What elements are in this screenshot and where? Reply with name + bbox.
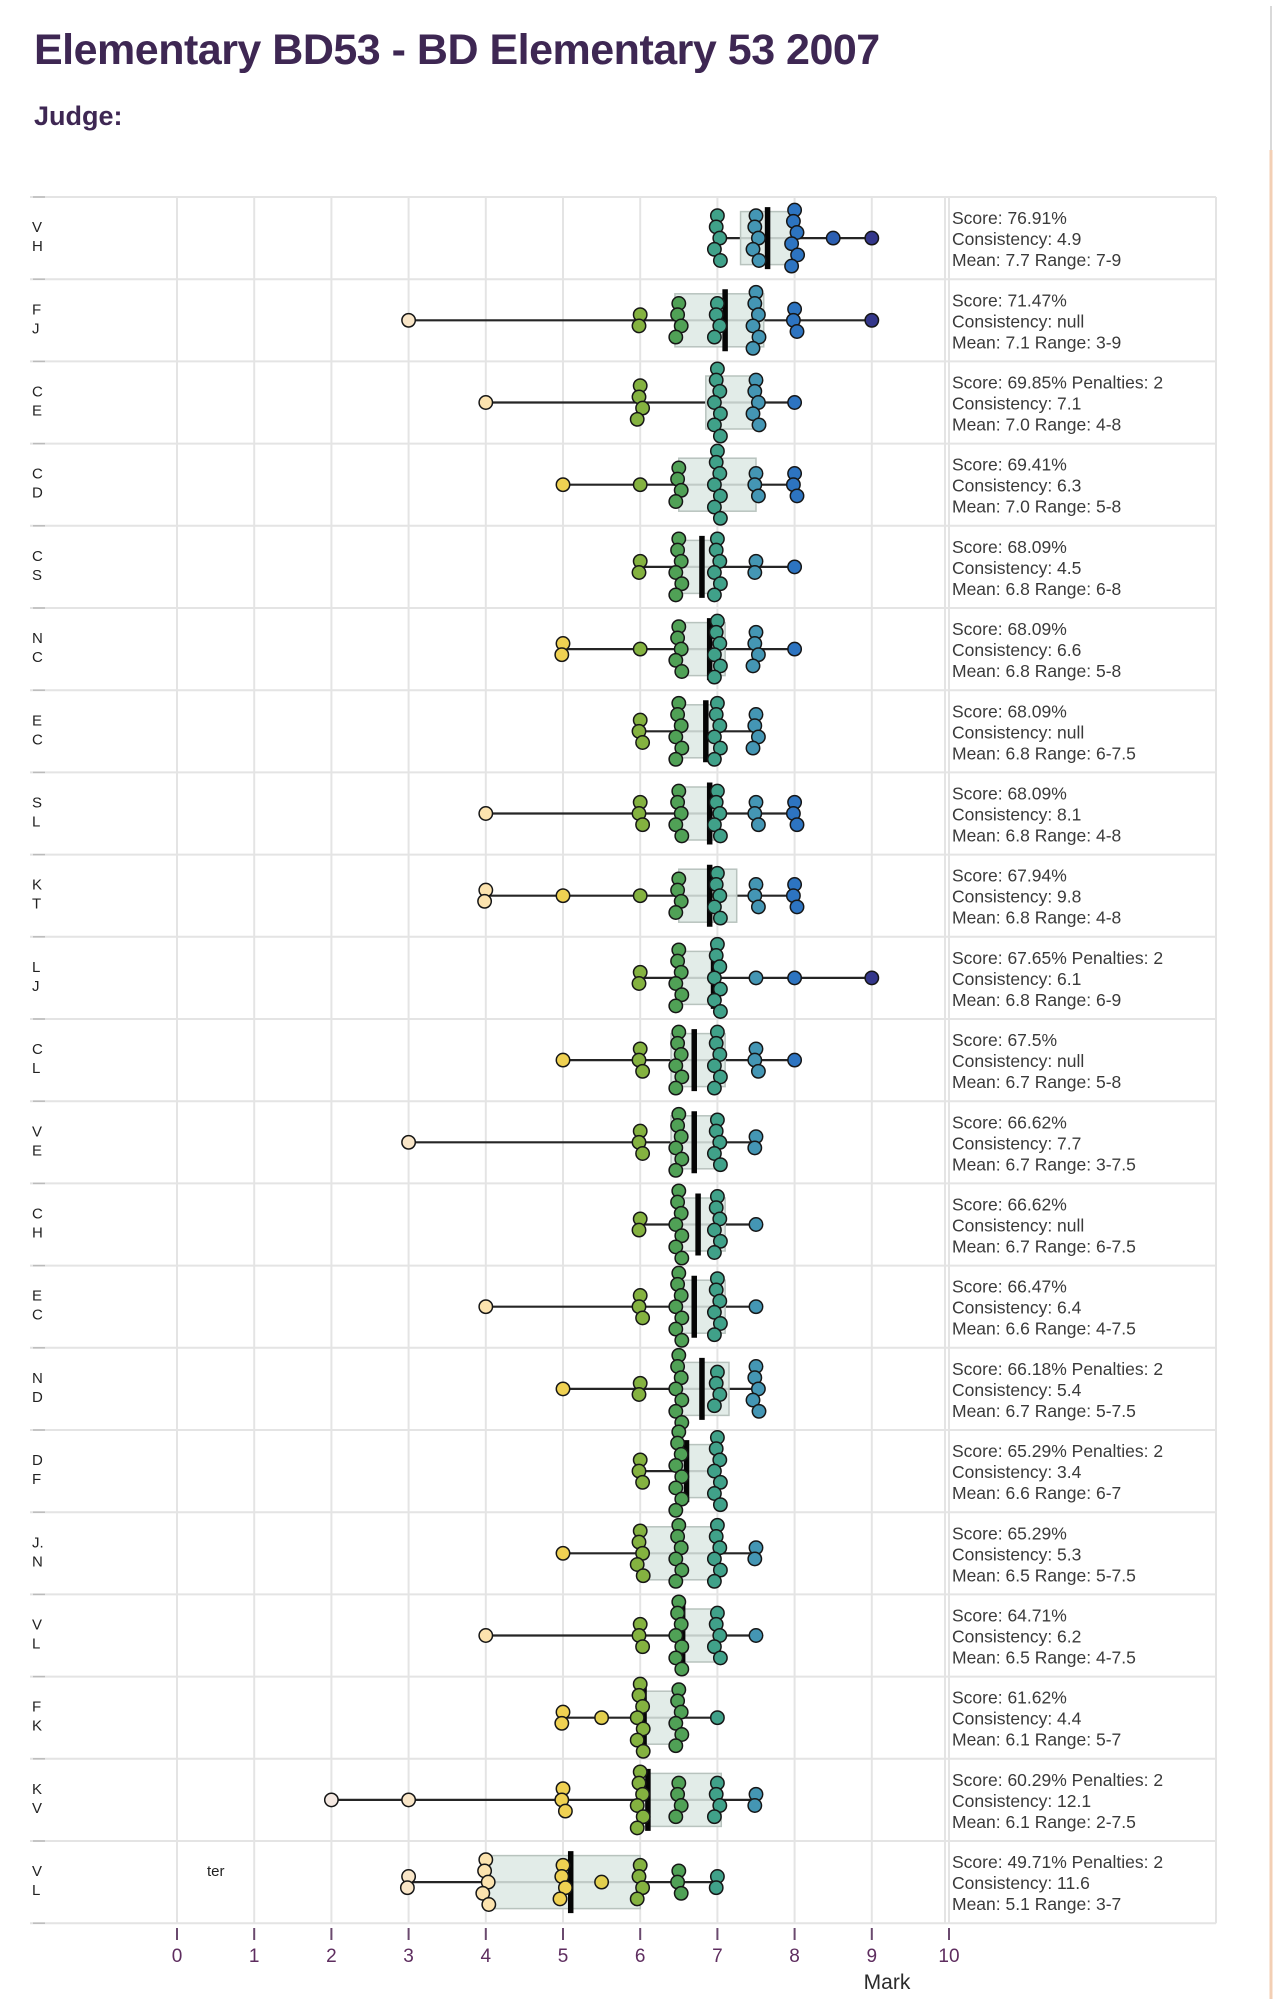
mark-dot: [790, 325, 803, 338]
consistency-line: Consistency: null: [952, 311, 1085, 332]
competitor-label-line2: V: [32, 1799, 43, 1817]
competitor-label-line1: V: [32, 1616, 43, 1634]
mark-dot: [636, 1147, 649, 1160]
competitor-label-line2: T: [32, 895, 42, 913]
mark-dot: [669, 1081, 682, 1094]
x-tick-label: 6: [634, 1946, 646, 1967]
mark-dot: [669, 588, 682, 601]
consistency-line: Consistency: 3.4: [952, 1462, 1082, 1483]
score-line: Score: 67.94%: [952, 865, 1067, 886]
competitor-label-line2: C: [32, 649, 43, 667]
judge-subtitle: Judge:: [34, 101, 123, 131]
mark-dot: [669, 1504, 682, 1517]
competitor-label-line2: L: [32, 1060, 41, 1078]
score-line: Score: 66.62%: [952, 1112, 1067, 1133]
mark-dot: [710, 1881, 723, 1894]
consistency-line: Consistency: 8.1: [952, 804, 1082, 825]
mark-dot: [669, 1575, 682, 1588]
mark-dot: [749, 1629, 762, 1642]
mark-dot: [790, 489, 803, 502]
mean-range-line: Mean: 6.7 Range: 5-8: [952, 1072, 1122, 1093]
mark-dot: [669, 1739, 682, 1752]
mark-dot: [788, 642, 801, 655]
competitor-label-line2: J: [32, 977, 40, 995]
consistency-line: Consistency: 4.9: [952, 229, 1082, 250]
competitor-label-line2: C: [32, 731, 43, 749]
mean-range-line: Mean: 6.7 Range: 6-7.5: [952, 1236, 1136, 1257]
mark-dot: [479, 1300, 492, 1313]
mean-range-line: Mean: 6.8 Range: 6-8: [952, 578, 1122, 599]
mark-dot: [675, 1334, 688, 1347]
consistency-line: Consistency: null: [952, 1051, 1085, 1072]
mean-range-line: Mean: 6.8 Range: 4-8: [952, 825, 1122, 846]
competitor-label-line1: S: [32, 794, 43, 812]
score-line: Score: 67.65% Penalties: 2: [952, 947, 1164, 968]
mark-dot: [669, 1810, 682, 1823]
competitor-label-line1: F: [32, 1698, 42, 1716]
mean-range-line: Mean: 6.6 Range: 6-7: [952, 1483, 1122, 1504]
mark-dot: [708, 1328, 721, 1341]
x-tick-label: 7: [712, 1946, 723, 1967]
consistency-line: Consistency: 11.6: [952, 1873, 1090, 1894]
competitor-label-line2: F: [32, 1471, 42, 1489]
x-tick-label: 0: [171, 1946, 183, 1967]
mark-dot: [555, 648, 568, 661]
consistency-line: Consistency: 6.1: [952, 968, 1082, 989]
mark-dot: [748, 566, 761, 579]
score-line: Score: 60.29% Penalties: 2: [952, 1769, 1164, 1790]
competitor-label-line1: D: [32, 1452, 43, 1470]
mark-dot: [556, 1053, 569, 1066]
mean-range-line: Mean: 6.5 Range: 5-7.5: [952, 1565, 1136, 1586]
mark-dot: [714, 911, 727, 924]
mark-dot: [634, 889, 647, 902]
mean-range-line: Mean: 6.8 Range: 6-7.5: [952, 743, 1136, 764]
mark-dot: [748, 1141, 761, 1154]
competitor-label-fragment: ter: [207, 1863, 225, 1881]
mark-dot: [788, 1053, 801, 1066]
mark-dot: [752, 818, 765, 831]
mark-dot: [752, 900, 765, 913]
mark-dot: [708, 1810, 721, 1823]
mark-dot: [478, 895, 491, 908]
competitor-label-line1: C: [32, 465, 43, 483]
mean-range-line: Mean: 6.8 Range: 4-8: [952, 907, 1122, 928]
x-tick-label: 4: [480, 1946, 492, 1967]
mark-dot: [595, 1875, 608, 1888]
competitor-label-line1: C: [32, 383, 43, 401]
mark-dot: [556, 1382, 569, 1395]
mark-dot: [637, 1569, 650, 1582]
consistency-line: Consistency: null: [952, 722, 1085, 743]
competitor-label-line2: N: [32, 1553, 43, 1571]
mark-dot: [675, 829, 688, 842]
mark-dot: [748, 1552, 761, 1565]
competitor-label-line1: K: [32, 876, 43, 894]
mark-dot: [325, 1793, 338, 1806]
consistency-line: Consistency: 6.3: [952, 475, 1082, 496]
score-line: Score: 68.09%: [952, 701, 1067, 722]
competitor-label-line2: L: [32, 1882, 41, 1900]
mark-dot: [675, 1662, 688, 1675]
mark-dot: [402, 1793, 415, 1806]
mark-dot: [714, 1005, 727, 1018]
mark-dot: [669, 753, 682, 766]
mark-dot: [555, 1717, 568, 1730]
mark-dot: [827, 231, 840, 244]
mark-dot: [752, 254, 765, 267]
mark-dot: [675, 1887, 688, 1900]
competitor-label-line1: E: [32, 1287, 43, 1305]
score-line: Score: 68.09%: [952, 619, 1067, 640]
mark-dot: [631, 413, 644, 426]
competitor-label-line1: J.: [32, 1534, 44, 1552]
score-line: Score: 67.5%: [952, 1030, 1058, 1051]
competitor-label-line1: V: [32, 1863, 43, 1881]
mean-range-line: Mean: 7.1 Range: 3-9: [952, 332, 1122, 353]
mark-dot: [708, 1575, 721, 1588]
mark-dot: [788, 971, 801, 984]
score-line: Score: 61.62%: [952, 1687, 1067, 1708]
mark-dot: [634, 478, 647, 491]
mark-dot: [749, 1300, 762, 1313]
mark-dot: [708, 1246, 721, 1259]
consistency-line: Consistency: 4.5: [952, 557, 1082, 578]
mark-dot: [788, 396, 801, 409]
score-line: Score: 68.09%: [952, 536, 1067, 557]
consistency-line: Consistency: 7.7: [952, 1133, 1082, 1154]
mark-dot: [746, 741, 759, 754]
mark-dot: [556, 478, 569, 491]
mark-dot: [632, 319, 645, 332]
mark-dot: [749, 1218, 762, 1231]
score-line: Score: 65.29%: [952, 1523, 1067, 1544]
consistency-line: Consistency: 6.4: [952, 1297, 1082, 1318]
score-line: Score: 66.18% Penalties: 2: [952, 1358, 1164, 1379]
mark-dot: [636, 1640, 649, 1653]
mark-dot: [708, 330, 721, 343]
mark-dot: [636, 818, 649, 831]
mean-range-line: Mean: 7.0 Range: 5-8: [952, 496, 1122, 517]
mark-dot: [479, 1629, 492, 1642]
competitor-label-line2: D: [32, 1388, 43, 1406]
mark-dot: [752, 1065, 765, 1078]
competitor-label-line1: E: [32, 712, 43, 730]
mean-range-line: Mean: 6.8 Range: 6-9: [952, 989, 1122, 1010]
mark-dot: [479, 807, 492, 820]
competitor-label-line2: H: [32, 1224, 43, 1242]
competitor-label-line2: L: [32, 1635, 41, 1653]
mark-dot: [669, 999, 682, 1012]
mark-dot: [402, 1136, 415, 1149]
mark-dot: [708, 588, 721, 601]
mean-range-line: Mean: 5.1 Range: 3-7: [952, 1894, 1122, 1915]
mark-dot: [634, 642, 647, 655]
mark-dot: [559, 1804, 572, 1817]
mark-dot: [711, 1711, 724, 1724]
mark-dot: [714, 1651, 727, 1664]
consistency-line: Consistency: 5.4: [952, 1379, 1082, 1400]
mark-dot: [714, 429, 727, 442]
mark-dot: [746, 659, 759, 672]
consistency-line: Consistency: 9.8: [952, 886, 1082, 907]
mark-dot: [714, 254, 727, 267]
mark-dot: [790, 818, 803, 831]
mark-dot: [708, 753, 721, 766]
mean-range-line: Mean: 6.7 Range: 3-7.5: [952, 1154, 1136, 1175]
score-line: Score: 69.41%: [952, 454, 1067, 475]
mark-dot: [636, 1065, 649, 1078]
mark-dot: [752, 1405, 765, 1418]
competitor-label-line1: V: [32, 219, 43, 237]
x-tick-label: 2: [326, 1946, 337, 1967]
mark-dot: [632, 1388, 645, 1401]
mark-dot: [714, 829, 727, 842]
score-line: Score: 65.29% Penalties: 2: [952, 1441, 1164, 1462]
mark-dot: [669, 330, 682, 343]
mark-dot: [749, 971, 762, 984]
mark-dot: [675, 665, 688, 678]
mark-dot: [669, 1164, 682, 1177]
x-axis-title: Mark: [863, 1971, 911, 1994]
mark-dot: [401, 1881, 414, 1894]
mark-dot: [790, 900, 803, 913]
mean-range-line: Mean: 6.7 Range: 5-7.5: [952, 1400, 1136, 1421]
mark-dot: [669, 906, 682, 919]
mark-dot: [788, 560, 801, 573]
competitor-label-line1: N: [32, 630, 43, 648]
competitor-label-line1: C: [32, 547, 43, 565]
consistency-line: Consistency: 4.4: [952, 1708, 1082, 1729]
consistency-line: Consistency: 6.2: [952, 1626, 1082, 1647]
mark-dot: [632, 977, 645, 990]
mark-dot: [714, 512, 727, 525]
mean-range-line: Mean: 6.5 Range: 4-7.5: [952, 1647, 1136, 1668]
competitor-label-line1: C: [32, 1041, 43, 1059]
mark-dot: [752, 418, 765, 431]
mean-range-line: Mean: 6.8 Range: 5-8: [952, 661, 1122, 682]
x-tick-label: 1: [248, 1946, 260, 1967]
x-tick-label: 3: [403, 1946, 414, 1967]
consistency-line: Consistency: 6.6: [952, 640, 1082, 661]
competitor-label-line2: K: [32, 1717, 43, 1735]
x-tick-label: 8: [789, 1946, 800, 1967]
competitor-label-line2: S: [32, 566, 43, 584]
mark-dot: [752, 489, 765, 502]
competitor-label-line2: H: [32, 238, 43, 256]
mark-dot: [636, 1476, 649, 1489]
consistency-line: Consistency: null: [952, 1215, 1085, 1236]
x-tick-label: 10: [938, 1946, 960, 1967]
mark-dot: [708, 1399, 721, 1412]
competitor-label-line1: N: [32, 1369, 43, 1387]
mark-dot: [636, 736, 649, 749]
mark-dot: [632, 566, 645, 579]
mark-dot: [865, 314, 878, 327]
mark-dot: [714, 1158, 727, 1171]
mark-dot: [479, 396, 492, 409]
consistency-line: Consistency: 5.3: [952, 1544, 1082, 1565]
mean-range-line: Mean: 7.0 Range: 4-8: [952, 414, 1122, 435]
competitor-label-line2: E: [32, 1142, 43, 1160]
mark-dot: [708, 670, 721, 683]
competitor-label-line2: D: [32, 484, 43, 502]
mark-dot: [637, 1745, 650, 1758]
score-line: Score: 49.71% Penalties: 2: [952, 1852, 1164, 1873]
score-line: Score: 76.91%: [952, 208, 1067, 229]
mean-range-line: Mean: 6.1 Range: 5-7: [952, 1729, 1122, 1750]
score-line: Score: 66.47%: [952, 1276, 1067, 1297]
mark-dot: [748, 1799, 761, 1812]
competitor-label-line1: C: [32, 1205, 43, 1223]
competitor-label-line2: C: [32, 1306, 43, 1324]
mark-dot: [631, 1821, 644, 1834]
mark-dot: [556, 1547, 569, 1560]
x-tick-label: 9: [866, 1946, 878, 1967]
mark-dot: [708, 1081, 721, 1094]
score-line: Score: 71.47%: [952, 290, 1067, 311]
mark-dot: [785, 259, 798, 272]
mark-dot: [595, 1711, 608, 1724]
consistency-line: Consistency: 7.1: [952, 393, 1082, 414]
competitor-label-line2: E: [32, 402, 43, 420]
mark-dot: [553, 1892, 566, 1905]
mark-dot: [636, 1311, 649, 1324]
competitor-label-line2: L: [32, 813, 41, 831]
mark-dot: [482, 1898, 495, 1911]
score-line: Score: 68.09%: [952, 783, 1067, 804]
mark-dot: [669, 495, 682, 508]
mark-dot: [714, 1498, 727, 1511]
x-tick-label: 5: [557, 1946, 569, 1967]
mean-range-line: Mean: 6.6 Range: 4-7.5: [952, 1318, 1136, 1339]
consistency-line: Consistency: 12.1: [952, 1790, 1092, 1811]
competitor-label-line1: F: [32, 301, 42, 319]
mark-dot: [402, 314, 415, 327]
score-line: Score: 66.62%: [952, 1194, 1067, 1215]
competitor-label-line1: L: [32, 958, 41, 976]
competitor-label-line1: V: [32, 1123, 43, 1141]
mean-range-line: Mean: 7.7 Range: 7-9: [952, 250, 1122, 271]
mean-range-line: Mean: 6.1 Range: 2-7.5: [952, 1811, 1136, 1832]
mark-dot: [746, 342, 759, 355]
score-line: Score: 69.85% Penalties: 2: [952, 372, 1164, 393]
mark-dot: [556, 889, 569, 902]
page-title: Elementary BD53 - BD Elementary 53 2007: [34, 26, 880, 74]
competitor-label-line2: J: [32, 320, 40, 338]
mark-dot: [865, 971, 878, 984]
mark-dot: [865, 231, 878, 244]
score-line: Score: 64.71%: [952, 1605, 1067, 1626]
mark-dot: [675, 1251, 688, 1264]
mark-dot: [632, 1223, 645, 1236]
competitor-label-line1: K: [32, 1780, 43, 1798]
mark-dot: [631, 1892, 644, 1905]
